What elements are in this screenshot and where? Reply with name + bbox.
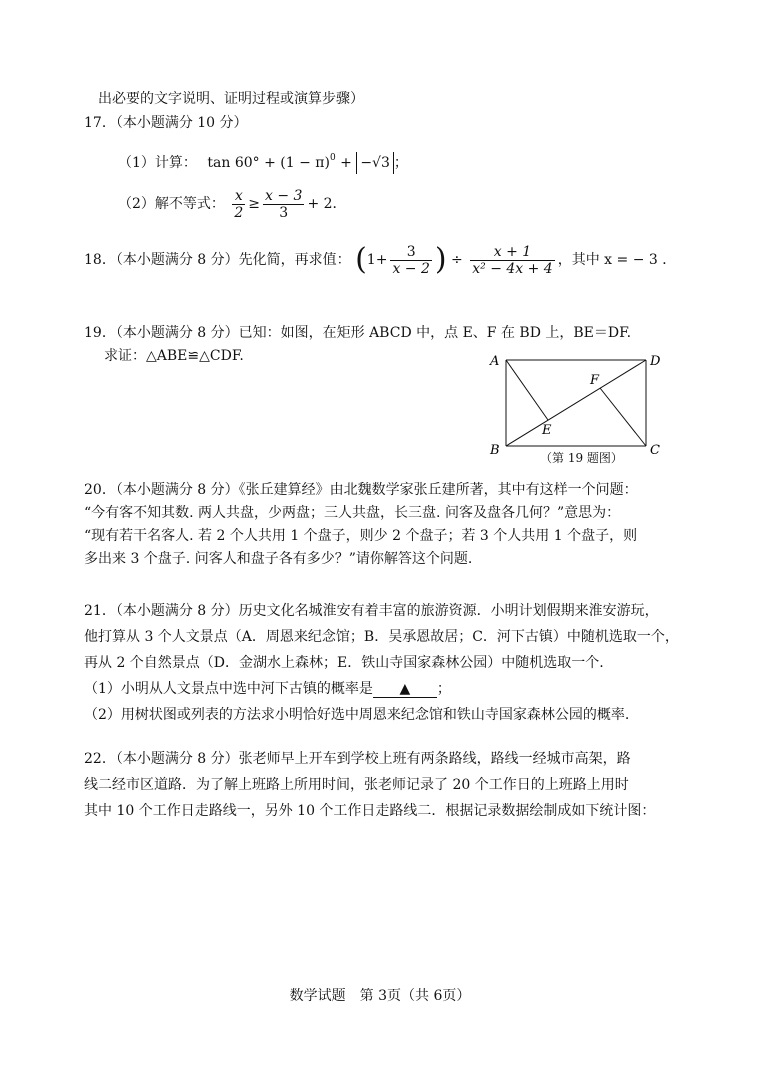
q18-label: 18．（本小题满分 8 分）先化简，再求值： bbox=[84, 252, 351, 268]
q17-geq-sign: ≥ bbox=[248, 196, 261, 212]
q17-part1-end: ； bbox=[393, 155, 408, 171]
label-d: D bbox=[650, 354, 661, 369]
q18-fraction-3-over-x-minus-2: $\frac{3}{x - 2}$ bbox=[392, 243, 430, 277]
q21-part1-text: （1）小明从人文景点中选中河下古镇的概率是 bbox=[84, 681, 373, 697]
q22-line1: 22．（本小题满分 8 分）张老师早上开车到学校上班有两条路线，路线一经城市高架，路 bbox=[84, 751, 631, 767]
q21-part1-end: ； bbox=[436, 681, 451, 697]
q17-part1-plus: + bbox=[335, 155, 357, 171]
q21-line3: 再从 2 个自然景点（D．金湖水上森林；E．铁山寺国家森林公园）中随机选取一个. bbox=[84, 655, 604, 671]
q21-line1: 21．（本小题满分 8 分）历史文化名城淮安有着丰富的旅游资源．小明计划假期来淮安游玩， bbox=[84, 603, 659, 619]
q21-line2: 他打算从 3 个人文景点（A．周恩来纪念馆；B．吴承恩故居；C．河下古镇）中随机选取一个， bbox=[84, 629, 679, 645]
q18-line bbox=[84, 240, 676, 280]
q17-part1-label: （1）计算： bbox=[118, 155, 197, 171]
q17-fraction-x-over-2: $\frac{x}{2}$ bbox=[234, 187, 244, 221]
q21-answer-blank: ▲ bbox=[373, 681, 437, 698]
q18-fraction-x-plus-1: $\frac{x + 1}{\text{x² − 4x + 4}}$ bbox=[472, 243, 553, 277]
intro-line: 出必要的文字说明、证明过程或演算步骤） bbox=[98, 91, 364, 107]
q17-part1-expr: tan 60° + (1 − π) bbox=[207, 155, 330, 171]
q17-fraction-x-minus-3-over-3: $\frac{x - 3}{3}$ bbox=[265, 187, 303, 221]
q17-part1-abs: −√3 bbox=[356, 152, 394, 174]
page-footer: 数学试题 第 3页（共 6页） bbox=[289, 988, 471, 1004]
q18-tail: ，其中 x = − 3 ． bbox=[557, 252, 677, 268]
q22-line3: 其中 10 个工作日走路线一，另外 10 个工作日走路线二．根据记录数据绘制成如下统计图： bbox=[84, 803, 656, 819]
q21-part1 bbox=[84, 679, 451, 699]
q17-part1-exponent: 0 bbox=[329, 153, 336, 163]
q17-part2-label: （2）解不等式： bbox=[118, 196, 225, 212]
q18-divide-sign: ÷ bbox=[451, 252, 463, 268]
q20-line4: 多出来 3 个盘子. 问客人和盘子各有多少？”请你解答这个问题. bbox=[84, 551, 473, 567]
q19-line2: 求证：△ABE≌△CDF. bbox=[104, 348, 244, 364]
q17-part1 bbox=[118, 146, 408, 175]
label-b: B bbox=[490, 443, 500, 458]
q20-line3: “现有若干名客人. 若 2 个人共用 1 个盘子，则少 2 个盘子；若 3 个人共用 1 个盘子，则 bbox=[84, 528, 638, 544]
segment-ae bbox=[506, 360, 548, 420]
label-f: F bbox=[590, 373, 600, 388]
q19-figure-caption: （第 19 题图） bbox=[540, 451, 623, 465]
q21-part2: （2）用树状图或列表的方法求小明恰好选中周恩来纪念馆和铁山寺国家森林公园的概率. bbox=[84, 707, 630, 723]
label-e: E bbox=[542, 423, 552, 438]
q19-line1: 19．（本小题满分 8 分）已知：如图，在矩形 ABCD 中，点 E、F 在 BD 上，BE＝DF. bbox=[84, 325, 632, 341]
q20-line1: 20．（本小题满分 8 分）《张丘建算经》由北魏数学家张丘建所著，其中有这样一个问题： bbox=[84, 482, 638, 498]
q22-line2: 线二经市区道路．为了解上班路上所用时间，张老师记录了 20 个工作日的上班路上用时 bbox=[84, 777, 629, 793]
q18-one-plus: 1+ bbox=[366, 252, 388, 268]
q20-line2: “今有客不知其数. 两人共盘，少两盘；三人共盘，长三盘. 问客及盘各几何？”意思为： bbox=[84, 505, 621, 521]
diagonal-bd bbox=[506, 360, 646, 446]
q17-part2-end: + 2． bbox=[307, 196, 347, 212]
label-a: A bbox=[490, 354, 500, 369]
segment-cf bbox=[600, 388, 646, 446]
q18-left-paren: ( bbox=[355, 242, 367, 277]
q18-right-paren: ) bbox=[434, 242, 447, 277]
q17-header: 17．（本小题满分 10 分） bbox=[84, 115, 248, 131]
q17-part2 bbox=[118, 186, 347, 222]
label-c: C bbox=[650, 443, 660, 458]
